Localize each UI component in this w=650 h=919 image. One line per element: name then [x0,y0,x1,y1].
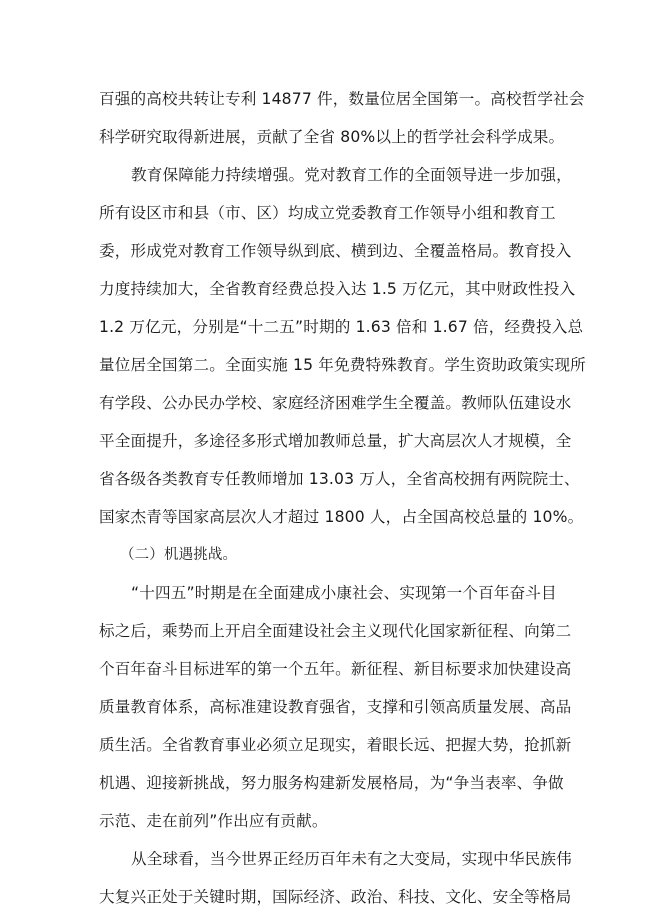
body-text-line: 机遇、迎接新挑战，努力服务构建新发展格局，为“争当表率、争做 [99,774,564,792]
body-text-line: 质量教育体系，高标准建设教育强省，支撑和引领高质量发展、高品 [99,698,572,716]
body-text-line: 示范、走在前列”作出应有贡献。 [99,812,328,830]
body-text-line: 国家杰青等国家高层次人才超过 1800 人，占全国高校总量的 10%。 [99,508,584,526]
body-text-line: 有学段、公办民办学校、家庭经济困难学生全覆盖。教师队伍建设水 [99,394,572,412]
body-text-line: 量位居全国第二。全面实施 15 年免费特殊教育。学生资助政策实现所 [99,356,586,374]
body-text-line: 标之后，乘势而上开启全面建设社会主义现代化国家新征程、向第二 [99,622,572,640]
body-text-line: 质生活。全省教育事业必须立足现实，着眼长远、把握大势，抢抓新 [99,736,572,754]
paragraph-first-line: “十四五”时期是在全面建成小康社会、实现第一个百年奋斗目 [131,584,557,602]
body-text-line: 平全面提升，多途径多形式增加教师总量，扩大高层次人才规模，全 [99,432,572,450]
body-text-line: 省各级各类教育专任教师增加 13.03 万人，全省高校拥有两院院士、 [99,470,580,488]
paragraph-first-line: 从全球看，当今世界正经历百年未有之大变局，实现中华民族伟 [131,850,572,868]
paragraph-first-line: 教育保障能力持续增强。党对教育工作的全面领导进一步加强， [131,166,572,184]
section-heading: （二）机遇挑战。 [120,547,238,563]
body-text-line: 所有设区市和县（市、区）均成立党委教育工作领导小组和教育工 [99,204,556,222]
body-text-line: 个百年奋斗目标进军的第一个五年。新征程、新目标要求加快建设高 [99,660,572,678]
body-text-line: 委，形成党对教育工作领导纵到底、横到边、全覆盖格局。教育投入 [99,242,572,260]
body-text-line: 力度持续加大，全省教育经费总投入达 1.5 万亿元，其中财政性投入 [99,280,576,298]
body-text-line: 大复兴正处于关键时期，国际经济、政治、科技、文化、安全等格局 [99,888,572,906]
body-text-line: 科学研究取得新进展，贡献了全省 80%以上的哲学社会科学成果。 [99,128,565,146]
body-text-line: 百强的高校共转让专利 14877 件，数量位居全国第一。高校哲学社会 [99,90,585,108]
body-text-line: 1.2 万亿元，分别是“十二五”时期的 1.63 倍和 1.67 倍，经费投入总 [99,318,584,336]
